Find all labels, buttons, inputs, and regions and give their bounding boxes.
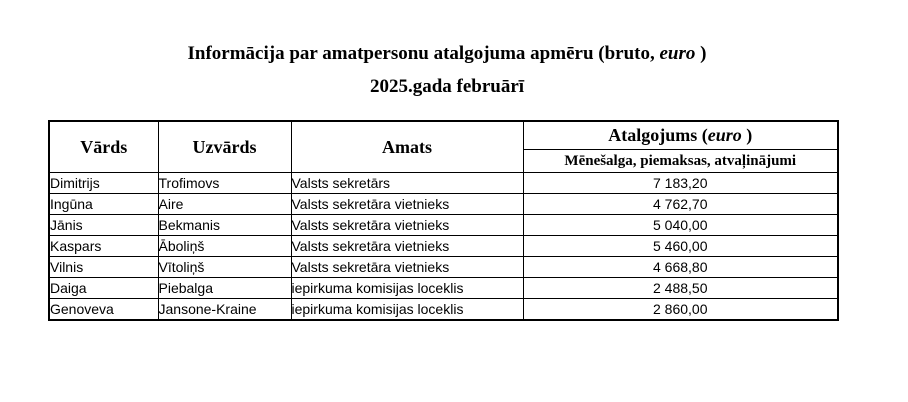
page-subtitle: 2025.gada februārī bbox=[369, 76, 525, 97]
cell-uzvards: Āboliņš bbox=[158, 236, 291, 257]
cell-summa: 2 860,00 bbox=[523, 299, 838, 321]
cell-vards: Ingūna bbox=[49, 194, 158, 215]
cell-uzvards: Vītoliņš bbox=[158, 257, 291, 278]
table-row bbox=[49, 215, 838, 236]
cell-summa: 2 488,50 bbox=[523, 278, 838, 299]
table-row bbox=[49, 278, 838, 299]
header-vards: Vārds bbox=[49, 121, 158, 173]
header-amats: Amats bbox=[291, 121, 523, 173]
header-uzvards: Uzvārds bbox=[158, 121, 291, 173]
cell-amats: Valsts sekretāra vietnieks bbox=[291, 194, 523, 215]
cell-summa: 4 762,70 bbox=[523, 194, 838, 215]
title-line1-euro: euro bbox=[659, 43, 696, 64]
cell-vards: Vilnis bbox=[49, 257, 158, 278]
page-title bbox=[0, 43, 901, 65]
cell-amats: iepirkuma komisijas loceklis bbox=[291, 278, 523, 299]
cell-summa: 5 460,00 bbox=[523, 236, 838, 257]
cell-vards: Genoveva bbox=[49, 299, 158, 321]
cell-amats: Valsts sekretāra vietnieks bbox=[291, 215, 523, 236]
table-row bbox=[49, 194, 838, 215]
cell-uzvards: Aire bbox=[158, 194, 291, 215]
header-sub: Mēnešalga, piemaksas, atvaļinājumi bbox=[523, 150, 838, 173]
cell-amats: Valsts sekretāra vietnieks bbox=[291, 257, 523, 278]
title-line1-post: ) bbox=[695, 43, 707, 64]
header-atalgojums-post: ) bbox=[741, 125, 753, 145]
salary-table bbox=[48, 120, 839, 321]
cell-uzvards: Piebalga bbox=[158, 278, 291, 299]
table-row bbox=[49, 257, 838, 278]
header-atalgojums-pre: Atalgojums ( bbox=[608, 125, 708, 145]
cell-summa: 7 183,20 bbox=[523, 173, 838, 194]
cell-uzvards: Bekmanis bbox=[158, 215, 291, 236]
table-row bbox=[49, 299, 838, 321]
cell-vards: Dimitrijs bbox=[49, 173, 158, 194]
header-atalgojums bbox=[523, 121, 838, 150]
cell-vards: Jānis bbox=[49, 215, 158, 236]
cell-uzvards: Jansone-Kraine bbox=[158, 299, 291, 321]
cell-uzvards: Trofimovs bbox=[158, 173, 291, 194]
cell-summa: 4 668,80 bbox=[523, 257, 838, 278]
cell-summa: 5 040,00 bbox=[523, 215, 838, 236]
cell-amats: Valsts sekretārs bbox=[291, 173, 523, 194]
cell-vards: Kaspars bbox=[49, 236, 158, 257]
cell-amats: Valsts sekretāra vietnieks bbox=[291, 236, 523, 257]
title-line1-pre: Informācija par amatpersonu atalgojuma apmēru (bruto, bbox=[187, 43, 660, 64]
cell-amats: iepirkuma komisijas loceklis bbox=[291, 299, 523, 321]
table-row bbox=[49, 173, 838, 194]
table-row bbox=[49, 236, 838, 257]
cell-vards: Daiga bbox=[49, 278, 158, 299]
header-atalgojums-euro: euro bbox=[707, 125, 742, 145]
